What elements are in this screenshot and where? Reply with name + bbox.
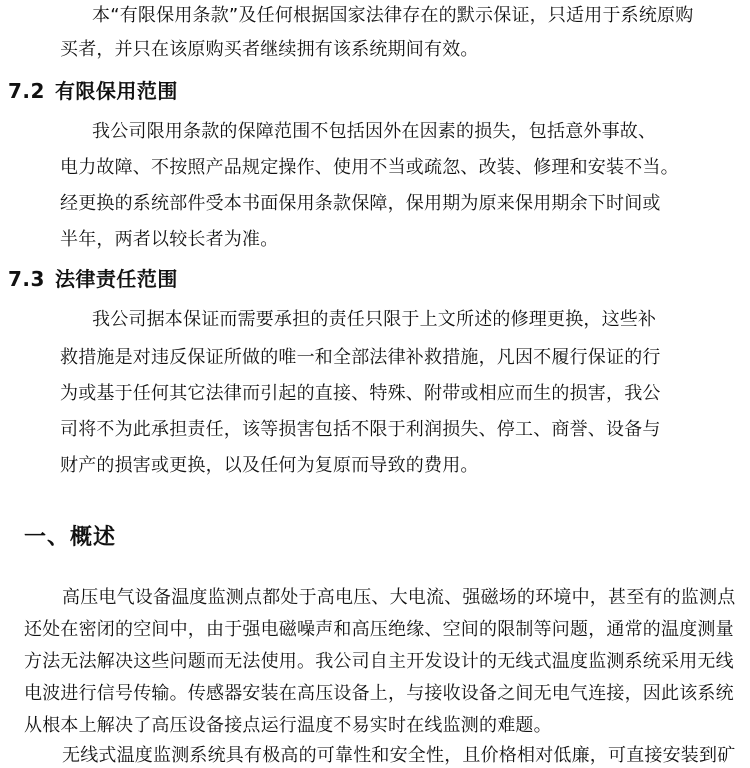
section-7-3-heading: [8, 266, 178, 292]
overview-line-3: 方法无法解决这些问题而无法使用。我公司自主开发设计的无线式温度监测系统采用无线: [24, 651, 734, 672]
section-7-3-line-4: 司将不为此承担责任，该等损害包括不限于利润损失、停工、商誉、设备与: [60, 419, 661, 440]
section-7-2-line-2: 电力故障、不按照产品规定操作、使用不当或疏忽、改装、修理和安装不当。: [60, 157, 679, 178]
section-7-3-line-3: 为或基于任何其它法律而引起的直接、特殊、附带或相应而生的损害，我公: [60, 383, 661, 404]
overview-heading: 一、概述: [24, 525, 117, 550]
overview-line-5: 从根本上解决了高压设备接点运行温度不易实时在线监测的难题。: [24, 715, 552, 736]
section-7-3-line-2: 救措施是对违反保证所做的唯一和全部法律补救措施，凡因不履行保证的行: [60, 347, 661, 368]
section-7-2-line-3: 经更换的系统部件受本书面保用条款保障，保用期为原来保用期余下时间或: [60, 193, 661, 214]
section-title: 有限保用范围: [54, 79, 178, 103]
section-title: 法律责任范围: [54, 267, 178, 291]
overview-line-6: 无线式温度监测系统具有极高的可靠性和安全性，且价格相对低廉，可直接安装到矿: [62, 745, 736, 766]
overview-line-4: 电波进行信号传输。传感器安装在高压设备上，与接收设备之间无电气连接，因此该系统: [24, 683, 734, 704]
section-7-2-line-1: 我公司限用条款的保障范围不包括因外在因素的损失，包括意外事故、: [92, 121, 657, 142]
section-number: 7.3: [8, 267, 45, 291]
section-7-2-line-4: 半年，两者以较长者为准。: [60, 229, 279, 250]
overview-line-1: 高压电气设备温度监测点都处于高电压、大电流、强磁场的环境中，甚至有的监测点: [62, 587, 736, 608]
section-7-2-heading: [8, 78, 178, 104]
section-7-3-line-1: 我公司据本保证而需要承担的责任只限于上文所述的修理更换，这些补: [92, 309, 657, 330]
top-paragraph-line-2: 买者，并只在该原购买者继续拥有该系统期间有效。: [60, 39, 479, 60]
section-number: 7.2: [8, 79, 45, 103]
top-paragraph-line-1: 本“有限保用条款”及任何根据国家法律存在的默示保证，只适用于系统原购: [92, 5, 694, 26]
overview-line-2: 还处在密闭的空间中，由于强电磁噪声和高压绝缘、空间的限制等问题，通常的温度测量: [24, 619, 734, 640]
section-7-3-line-5: 财产的损害或更换，以及任何为复原而导致的费用。: [60, 455, 479, 476]
